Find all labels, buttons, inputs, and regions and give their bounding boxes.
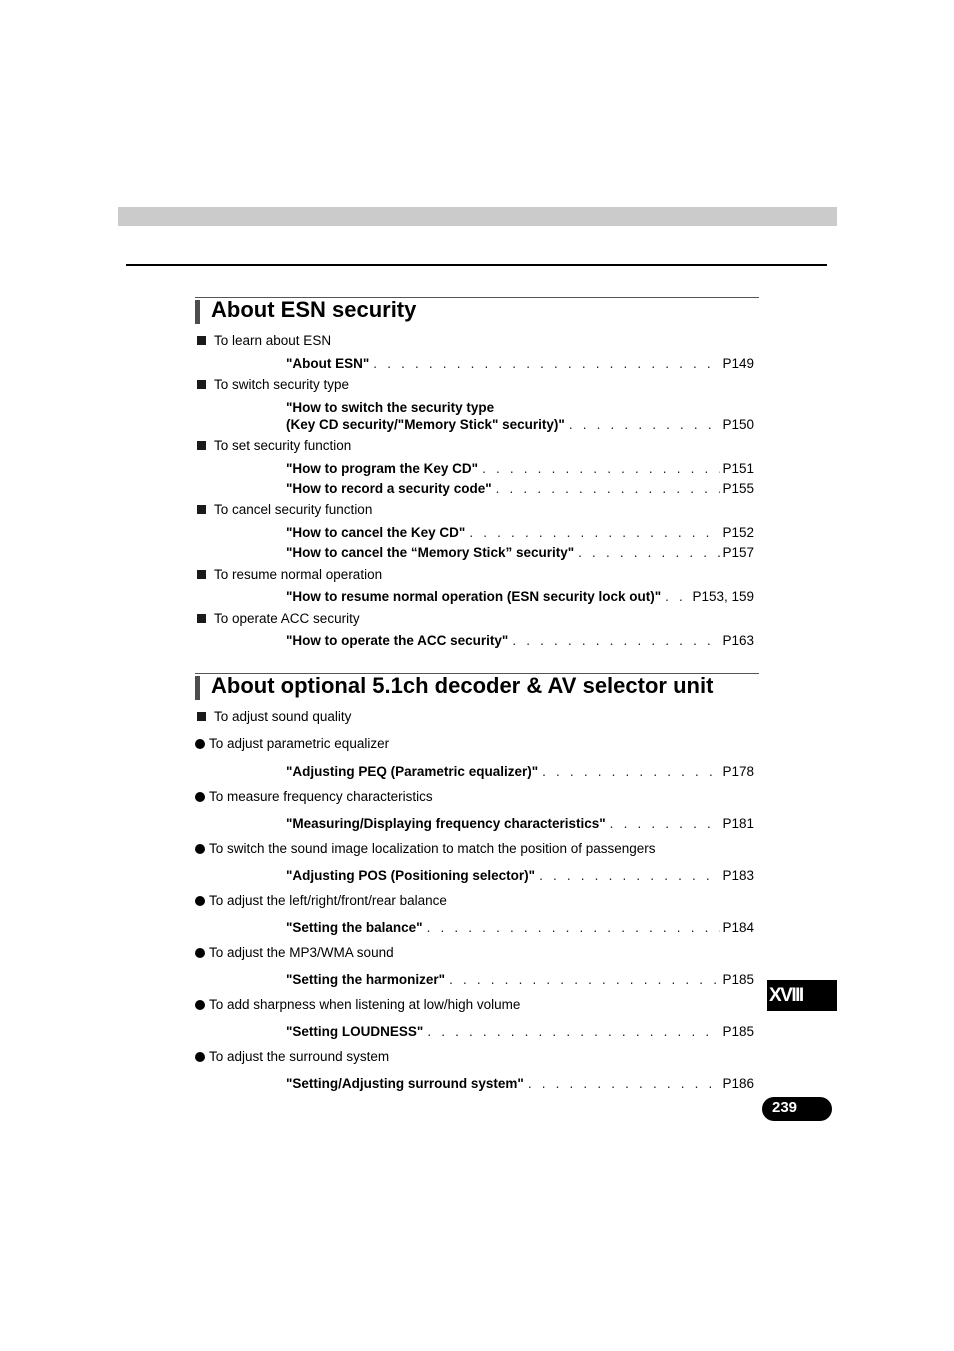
round-bullet-icon [195,948,205,958]
dot-leader [427,1024,720,1039]
category-set-security: To set security function [197,438,351,453]
square-bullet-icon [197,336,206,345]
toc-entry-about-esn[interactable]: "About ESN" . . . P149 [286,356,754,371]
subtopic-frequency-characteristics: To measure frequency characteristics [195,789,433,804]
dot-leader [449,972,720,987]
page-ref: P163 [722,633,754,648]
section-heading-esn-security [195,297,759,324]
section-heading-decoder-av-selector [195,673,759,700]
toc-entry-setting-balance[interactable]: "Setting the balance" . . . P184 [286,920,754,935]
page-ref: P185 [722,1024,754,1039]
page-ref: P155 [722,481,754,496]
round-bullet-icon [195,792,205,802]
square-bullet-icon [197,441,206,450]
toc-entry-record-security-code[interactable]: "How to record a security code" . . . P155 [286,481,754,496]
page-ref: P185 [722,972,754,987]
toc-entry-frequency-characteristics[interactable]: "Measuring/Displaying frequency characteristics" . . . P181 [286,816,754,831]
square-bullet-icon [197,614,206,623]
square-bullet-icon [197,505,206,514]
toc-entry-adjusting-peq[interactable]: "Adjusting PEQ (Parametric equalizer)" . . . P178 [286,764,754,779]
dot-leader [578,545,720,560]
header-rule [126,264,827,266]
page-ref: P178 [722,764,754,779]
dot-leader [539,868,720,883]
page-number: 239 [762,1097,832,1121]
page-ref: P149 [722,356,754,371]
page-ref: P186 [722,1076,754,1091]
page-ref: P153, 159 [692,589,754,604]
round-bullet-icon [195,1052,205,1062]
subtopic-sound-image-localization: To switch the sound image localization to match the position of passengers [195,841,656,856]
dot-leader [665,589,690,604]
toc-entry-switch-security-line1[interactable]: "How to switch the security type [286,400,495,415]
dot-leader [512,633,720,648]
toc-entry-switch-security[interactable]: (Key CD security/"Memory Stick" security)" . . . P150 [286,417,754,432]
section-title: About ESN security [211,297,417,322]
dot-leader [373,356,720,371]
dot-leader [610,816,721,831]
page-ref: P152 [722,525,754,540]
toc-entry-surround-system[interactable]: "Setting/Adjusting surround system" . . . P186 [286,1076,754,1091]
toc-entry-setting-loudness[interactable]: "Setting LOUDNESS" . . . P185 [286,1024,754,1039]
category-sound-quality: To adjust sound quality [197,709,351,724]
round-bullet-icon [195,739,205,749]
square-bullet-icon [197,712,206,721]
page-ref: P183 [722,868,754,883]
toc-entry-program-key-cd[interactable]: "How to program the Key CD" . . . P151 [286,461,754,476]
toc-entry-operate-acc-security[interactable]: "How to operate the ACC security" . . . P163 [286,633,754,648]
chapter-tab: XVIII [767,980,837,1011]
square-bullet-icon [197,380,206,389]
page-ref: P184 [722,920,754,935]
subtopic-balance: To adjust the left/right/front/rear balance [195,893,447,908]
category-acc-security: To operate ACC security [197,611,360,626]
toc-entry-cancel-memory-stick[interactable]: "How to cancel the “Memory Stick” security" . . . P157 [286,545,754,560]
subtopic-mp3-wma-sound: To adjust the MP3/WMA sound [195,945,394,960]
dot-leader [482,461,720,476]
round-bullet-icon [195,1000,205,1010]
page-ref: P157 [722,545,754,560]
toc-entry-adjusting-pos[interactable]: "Adjusting POS (Positioning selector)" . . . P183 [286,868,754,883]
round-bullet-icon [195,844,205,854]
header-band [118,207,837,226]
page-ref: P151 [722,461,754,476]
subtopic-loudness: To add sharpness when listening at low/high volume [195,997,520,1012]
dot-leader [469,525,720,540]
heading-bar [195,300,200,324]
dot-leader [569,417,721,432]
category-switch-security: To switch security type [197,377,349,392]
dot-leader [528,1076,721,1091]
subtopic-surround-system: To adjust the surround system [195,1049,389,1064]
toc-entry-setting-harmonizer[interactable]: "Setting the harmonizer" . . . P185 [286,972,754,987]
section-title: About optional 5.1ch decoder & AV selector unit [211,673,714,698]
dot-leader [496,481,721,496]
page-ref: P181 [722,816,754,831]
heading-bar [195,676,200,700]
square-bullet-icon [197,570,206,579]
subtopic-parametric-equalizer: To adjust parametric equalizer [195,736,389,751]
dot-leader [542,764,720,779]
toc-entry-resume-normal-operation[interactable]: "How to resume normal operation (ESN security lock out)" . . . P153, 159 [286,589,754,604]
round-bullet-icon [195,896,205,906]
category-cancel-security: To cancel security function [197,502,372,517]
category-resume-operation: To resume normal operation [197,567,382,582]
page-ref: P150 [722,417,754,432]
toc-entry-cancel-key-cd[interactable]: "How to cancel the Key CD" . . . P152 [286,525,754,540]
dot-leader [427,920,721,935]
category-learn-esn: To learn about ESN [197,333,331,348]
